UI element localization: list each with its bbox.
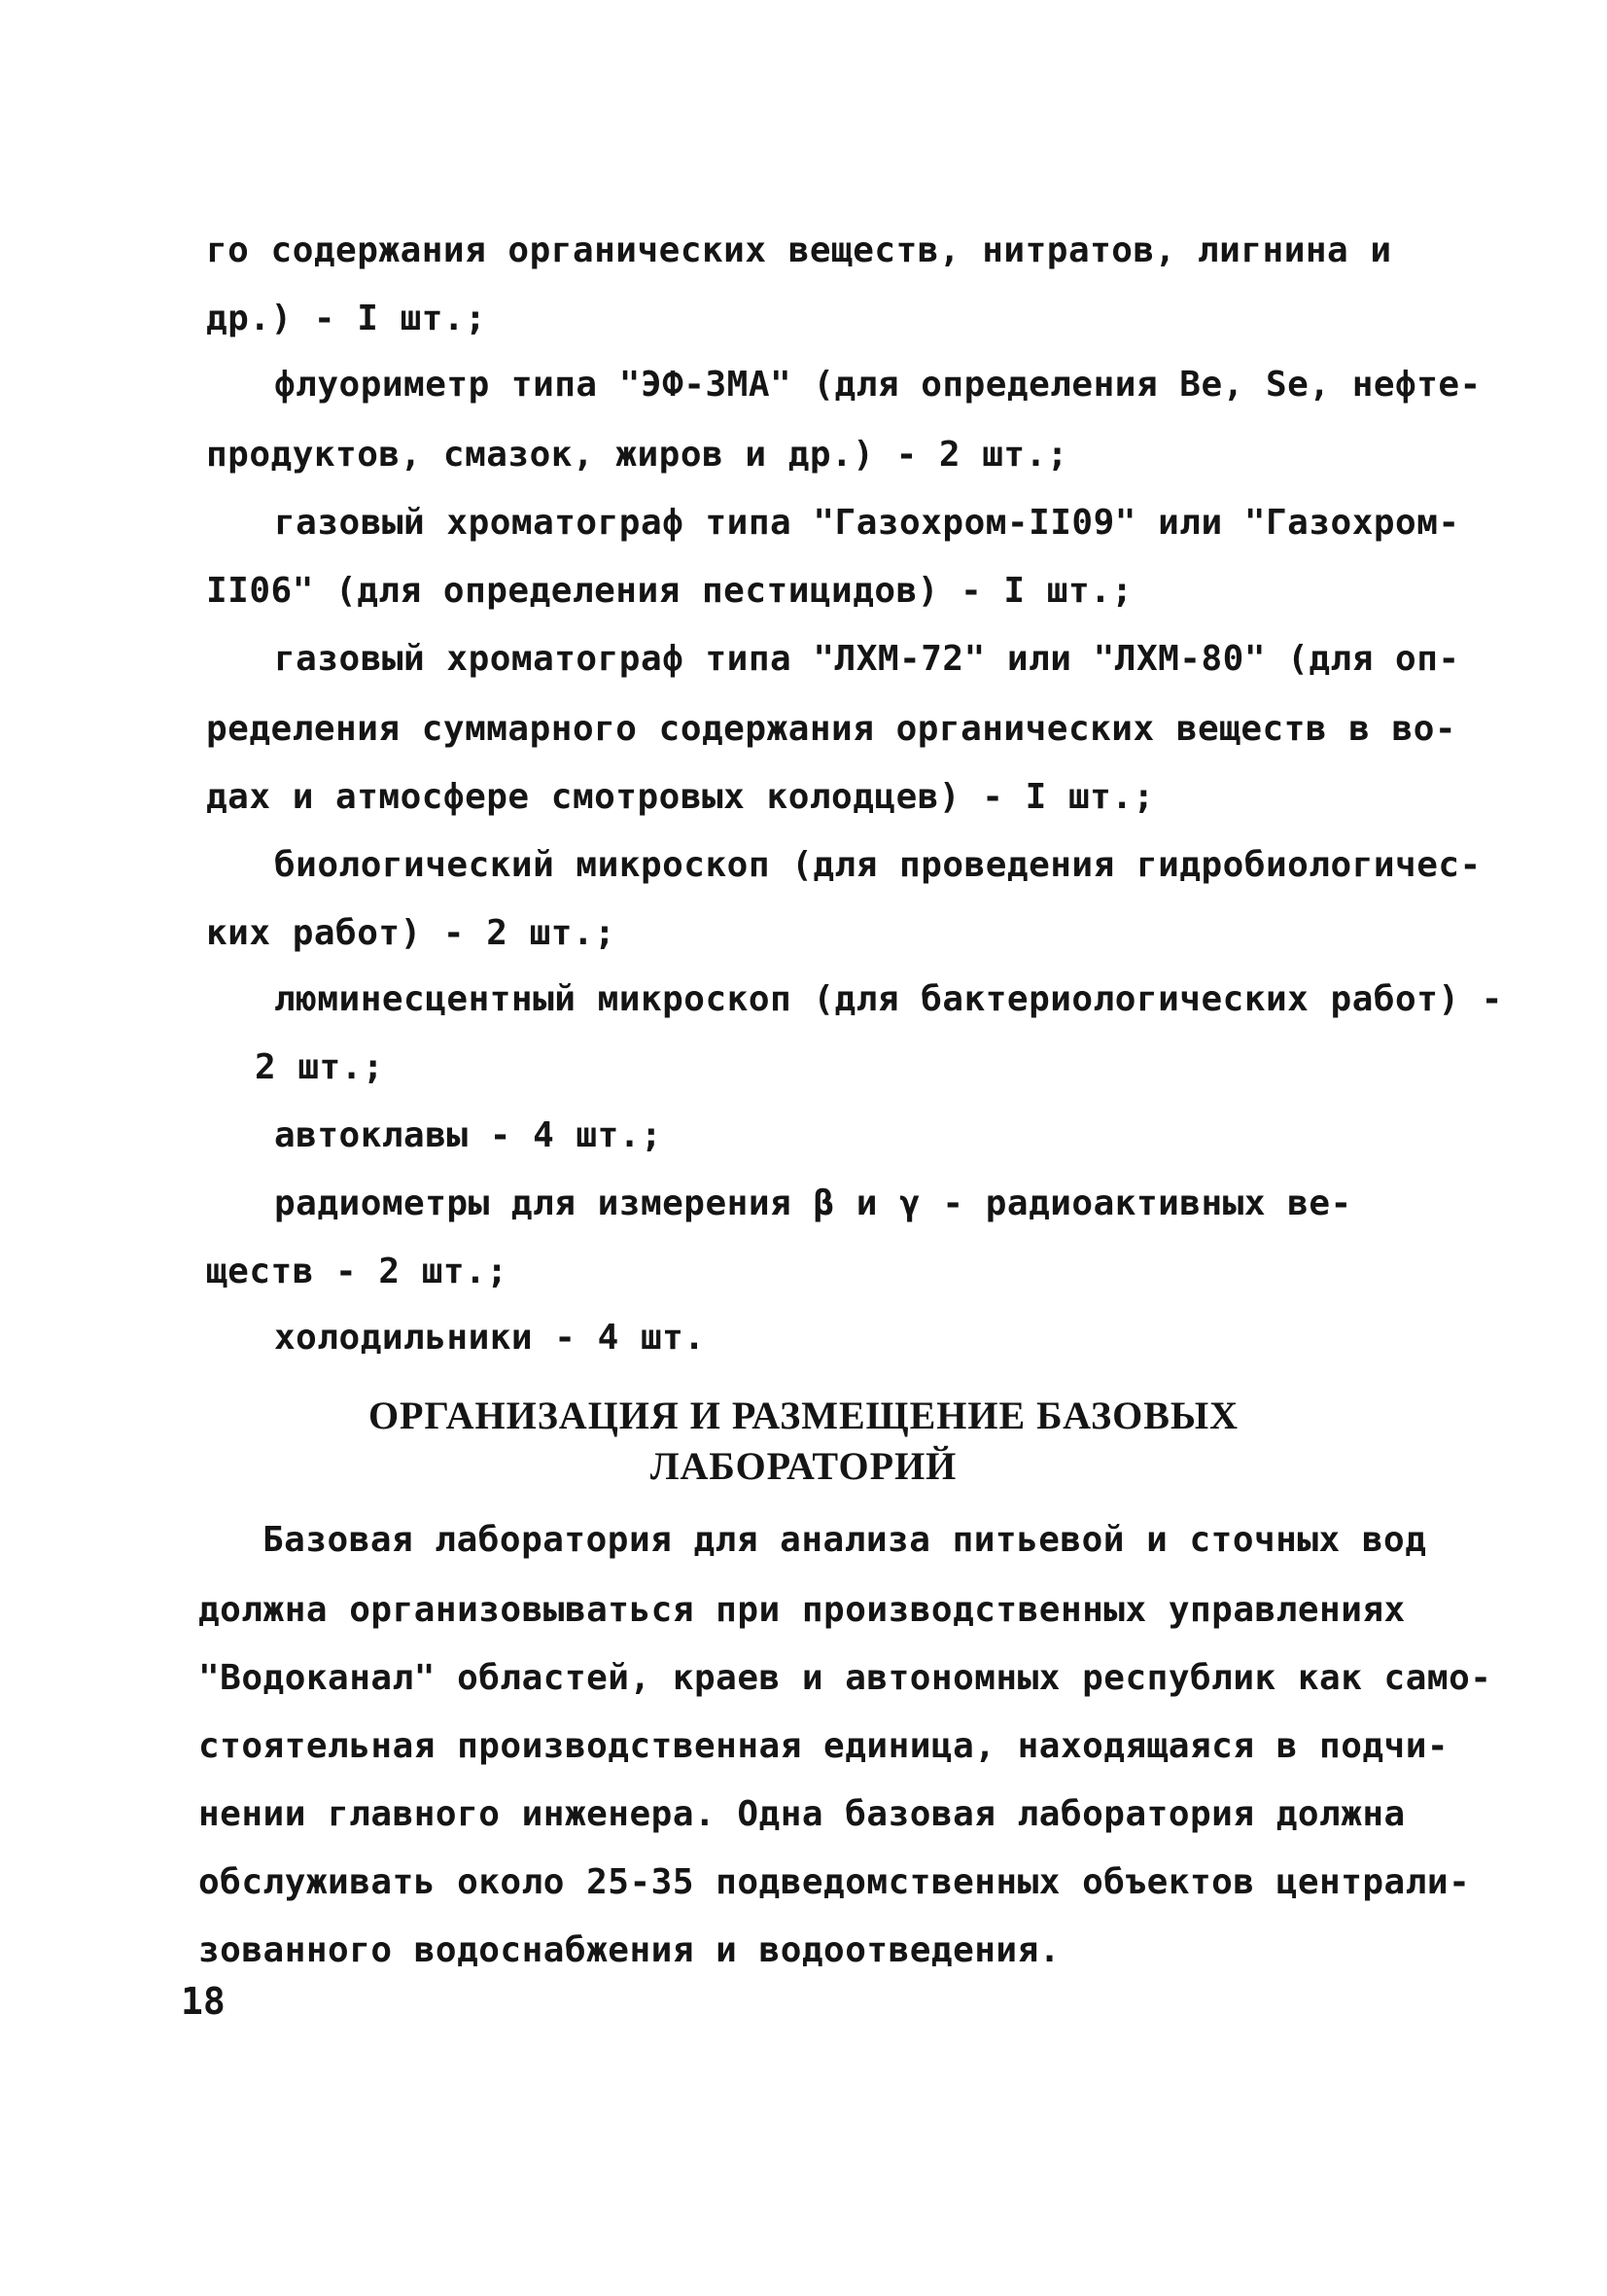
text-line: др.) - I шт.; (206, 299, 487, 338)
page-number: 18 (181, 1980, 226, 2023)
text-line: ких работ) - 2 шт.; (206, 913, 616, 953)
text-line: 2 шт.; (255, 1047, 385, 1087)
paragraph-line: должна организовываться при производственных управлениях (198, 1590, 1406, 1630)
paragraph-line: зованного водоснабжения и водоотведения. (198, 1930, 1061, 1970)
paragraph-line: обслуживать около 25-35 подведомственных объектов централи- (198, 1862, 1471, 1902)
text-line: II06" (для определения пестицидов) - I шт.; (206, 571, 1134, 611)
text-line: ределения суммарного содержания органических веществ в во- (206, 709, 1457, 749)
text-line: продуктов, смазок, жиров и др.) - 2 шт.; (206, 435, 1068, 475)
text-line: го содержания органических веществ, нитратов, лигнина и (206, 230, 1392, 270)
paragraph-line: "Водоканал" областей, краев и автономных республик как само- (198, 1658, 1492, 1698)
text-line: дах и атмосфере смотровых колодцев) - I шт.; (206, 777, 1155, 817)
paragraph-line: стоятельная производственная единица, находящаяся в подчи- (198, 1726, 1450, 1766)
text-line: холодильники - 4 шт. (274, 1318, 706, 1358)
text-line: газовый хроматограф типа "ЛХМ-72" или "ЛХМ-80" (для оп- (274, 639, 1460, 679)
section-heading: ОРГАНИЗАЦИЯ И РАЗМЕЩЕНИЕ БАЗОВЫХ (367, 1394, 1240, 1437)
text-line: биологический микроскоп (для проведения гидробиологичес- (274, 845, 1482, 885)
text-line: люминесцентный микроскоп (для бактериологических работ) - (274, 979, 1503, 1019)
text-line: ществ - 2 шт.; (206, 1252, 508, 1291)
paragraph-line: нении главного инженера. Одна базовая лаборатория должна (198, 1794, 1406, 1834)
text-line: флуориметр типа "ЭФ-ЗМА" (для определения Be, Se, нефте- (274, 365, 1482, 405)
text-line: автоклавы - 4 шт.; (274, 1115, 663, 1155)
text-line: радиометры для измерения β и γ - радиоактивных ве- (274, 1183, 1352, 1223)
text-line: газовый хроматограф типа "Газохром-II09" или "Газохром- (274, 503, 1460, 543)
paragraph-line: Базовая лаборатория для анализа питьевой и сточных вод (262, 1520, 1427, 1560)
section-heading-continued: ЛАБОРАТОРИЙ (649, 1444, 958, 1488)
